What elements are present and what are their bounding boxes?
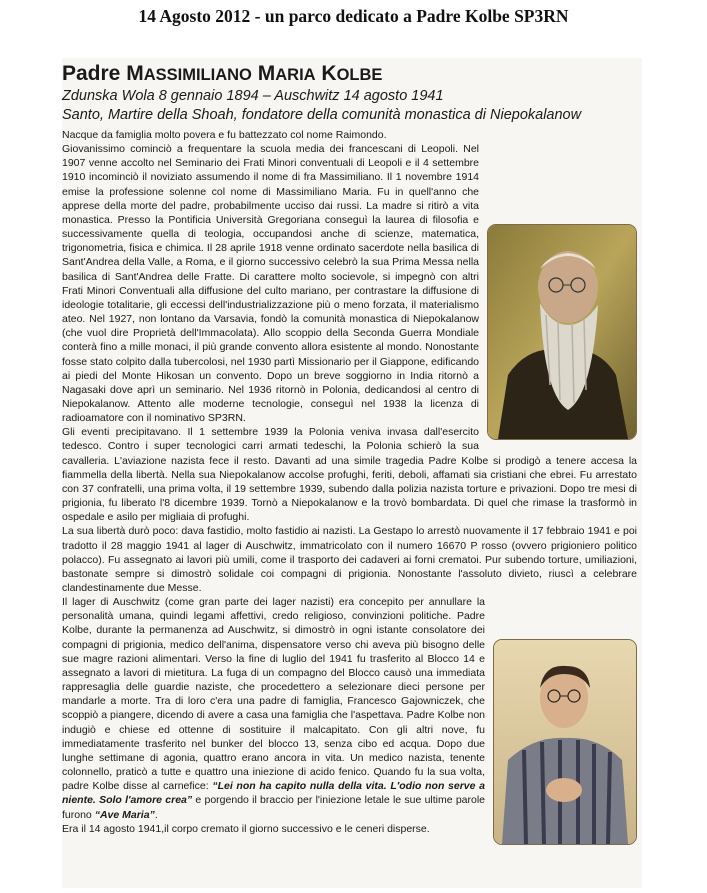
title-name-second-initial: M bbox=[257, 62, 276, 85]
paragraph-youth-and-ministry: Giovanissimo cominciò a frequentare la scuola media dei francescani di Leopoli. Nel 1907 venne accolto nel Seminario dei Frati Minori conventuali di Leopoli e il 4 settembre 1910 incominciò il noviziato assumendo il nome di fra Massimiliano. Il 1 novembre 1914 emise la professione solenne col nome di Massimiliano Maria. Fu in quell'anno che apprese della morte del padre, probabilmente ucciso dai russi. La madre si ritirò a vita monastica. Presso la Pontificia Università Gregoriana conseguì la laurea di filosofia e successivamente quella di teologia, occupandosi anche di scienze, matematica, trigonometria, fisica e chimica. Il 28 aprile 1918 venne ordinato sacerdote nella basilica di Sant'Andrea della Valle, a Roma, e il giorno successivo celebrò la sua Prima Messa nella basilica di Sant'Andrea delle Fratte. Di carattere molto socievole, si impegnò con altri Frati Minori Conventuali alla diffusione del culto mariano, per contrastare la diffusione di ideologie totalitarie, gli eccessi dell'industrializzazione più o meno forzata, il materialismo ateo. Nel 1927, non lontano da Varsavia, fondò la comunità monastica di Niepokalanow (che vuol dire Proprietà dell'Immacolata). Allo scoppio della Seconda Guerra Mondiale conterà fino a mille monaci, il più grande convento allora esistente al mondo. Nonostante fosse stato colpito dalla tubercolosi, nel 1930 partì Missionario per il Giappone, edificando ai piedi del Monte Hikosan un convento. Dopo un breve soggiorno in India ritornò a Nagasaki dove aprì un seminario. Nel 1936 ritornò in Polonia, dedicandosi al centro di Niepokalanow. Attento alle moderne tecnologie, conseguì nel 1938 la licenza di radioamatore con il nominativo SP3RN. bbox=[62, 143, 479, 425]
portrait-kolbe-prison-uniform bbox=[493, 639, 637, 845]
paragraph-auschwitz-text: Il lager di Auschwitz (come gran parte dei lager nazisti) era concepito per annullare la personalità umana, quindi legami affettivi, credo religioso, convinzioni politiche. Padre Kolbe, durante la permanenza ad Auschwitz, si dimostrò in ogni istante consolatore dei compagni di prigionia, medico dell'anima, dispensatore verso chi aveva più bisogno delle sue magre razioni alimentari. Verso la fine di luglio del 1941 fu trasferito al Blocco 14 e assegnato a lavori di mietitura. La fuga di un compagno del Blocco causò una immediata rappresaglia delle guardie naziste, che procedettero a selezionare dieci persone per mandarle a morte. Tra di loro c'era una padre di famiglia, Francesco Gajowniczek, che scoppiò a piangere, dicendo di avere a casa una famiglia che l'aspettava. Padre Kolbe non indugiò e chiese ed ottenne di sostituire il malcapitato. Con gli altri nove, fu immediatamente trasferito nel bunker del blocco 13, senza cibo ed acqua. Dopo due lunghe settimane di agonia, quattro erano ancora in vita. Un medico nazista, tenente colonnello, praticò a tutte e quattro una iniezione di acido fenico. Quando fu la sua volta, padre Kolbe disse al carnefice: bbox=[62, 596, 485, 793]
title-name-third-rest: OLBE bbox=[336, 66, 383, 84]
title-name-third-initial: K bbox=[321, 62, 337, 85]
document bbox=[62, 58, 642, 888]
paragraph-auschwitz: Il lager di Auschwitz (come gran parte dei lager nazisti) era concepito per annullare la personalità umana, quindi legami affettivi, credo religioso, convinzioni politiche. Padre Kolbe, durante la permanenza ad Auschwitz, si dimostrò in ogni istante consolatore dei compagni di prigionia, medico dell'anima, dispensatore verso chi aveva più bisogno delle sue magre razioni alimentari. Verso la fine di luglio del 1941 fu trasferito al Blocco 14 e assegnato a lavori di mietitura. La fuga di un compagno del Blocco causò una immediata rappresaglia delle guardie naziste, che procedettero a selezionare dieci persone per mandarle a morte. Tra di loro c'era una padre di famiglia, Francesco Gajowniczek, che scoppiò a piangere, dicendo di avere a casa una famiglia che l'aspettava. Padre Kolbe non indugiò e chiese ed ottenne di sostituire il malcapitato. Con gli altri nove, fu immediatamente trasferito nel bunker del blocco 13, senza cibo ed acqua. Dopo due lunghe settimane di agonia, quattro erano ancora in vita. Un medico nazista, tenente colonnello, praticò a tutte e quattro una iniezione di acido fenico. Quando fu la sua volta, padre Kolbe disse al carnefice: “Lei non ha capito nulla della vita. L'odio non serve a niente. Solo l'amore crea” e porgendo il braccio per l'iniezione letale le sue ultime parole furono “Ave Maria”. bbox=[62, 596, 486, 821]
title-prefix: Padre bbox=[62, 62, 121, 85]
document-title bbox=[62, 62, 382, 86]
paragraph-birth: Nacque da famiglia molto povera e fu battezzato col nome Raimondo. bbox=[62, 129, 387, 141]
portrait-bearded-friar bbox=[487, 224, 637, 440]
paragraph-final: Era il 14 agosto 1941,il corpo cremato il giorno successivo e le ceneri disperse. bbox=[62, 822, 430, 835]
portrait-kolbe-prison-uniform-image bbox=[494, 640, 636, 844]
paragraph-war: Gli eventi precipitavano. Il 1 settembre 1939 la Polonia veniva invasa dall'esercito tedesco. Contro i super tecnologici carri armati tedeschi, la Polonia schierò la sua cavalleria. L'aviazione nazista fece il resto. Davanti ad una simile tragedia Padre Kolbe si prodigò a tenere accesa la fiammella della libertà. Nella sua Niepokalanow accolse profughi, feriti, deboli, affamati sia cristiani che ebrei. Fu arrestato con 37 confratelli, una prima volta, il 19 settembre 1939, subendo dalla polizia nazista torture e privazioni. Dopo tre mesi di prigionia, fu liberato l'8 dicembre 1939. Tornò a Niepokalanow e la trovò bombardata. Di quel che rimase la trasformò in ospedale e asilo per migliaia di profughi. bbox=[62, 426, 637, 524]
title-name-first-initial: M bbox=[126, 62, 144, 85]
after-quote-text: e porgendo il braccio per l'iniezione letale le sue ultime parole furono bbox=[62, 794, 486, 821]
portrait-bearded-friar-image bbox=[488, 225, 636, 439]
subtitle-dates: Zdunska Wola 8 gennaio 1894 – Auschwitz 14 agosto 1941 bbox=[62, 88, 444, 104]
title-name-second-rest: ARIA bbox=[275, 66, 316, 84]
last-words: “Ave Maria” bbox=[94, 808, 155, 821]
page-header: 14 Agosto 2012 - un parco dedicato a Padre Kolbe SP3RN bbox=[138, 6, 569, 26]
body-text bbox=[62, 128, 637, 849]
paragraph-arrest: La sua libertà durò poco: dava fastidio, molto fastidio ai nazisti. La Gestapo lo arrestò nuovamente il 17 febbraio 1941 e poi tradotto il 28 maggio 1941 al lager di Auschwitz, immatricolato con il numero 16670 P rosso (ovvero prigioniero politico polacco). Fu assegnato ai lavori più umili, come il trasporto dei cadaveri ai forni crematoi. Pur subendo torture, umiliazioni, bastonate sempre si dimostrò solidale coi compagni di prigionia. Nonostante l'assoluto divieto, riuscì a celebrare clandestinamente due Messe. bbox=[62, 525, 637, 594]
title-name-first-rest: ASSIMILIANO bbox=[143, 66, 252, 84]
kolbe-quote: “Lei non ha capito nulla della vita. L'odio non serve a niente. Solo l'amore crea” bbox=[62, 780, 485, 807]
subtitle-roles: Santo, Martire della Shoah, fondatore della comunità monastica di Niepokalanow bbox=[62, 107, 582, 123]
